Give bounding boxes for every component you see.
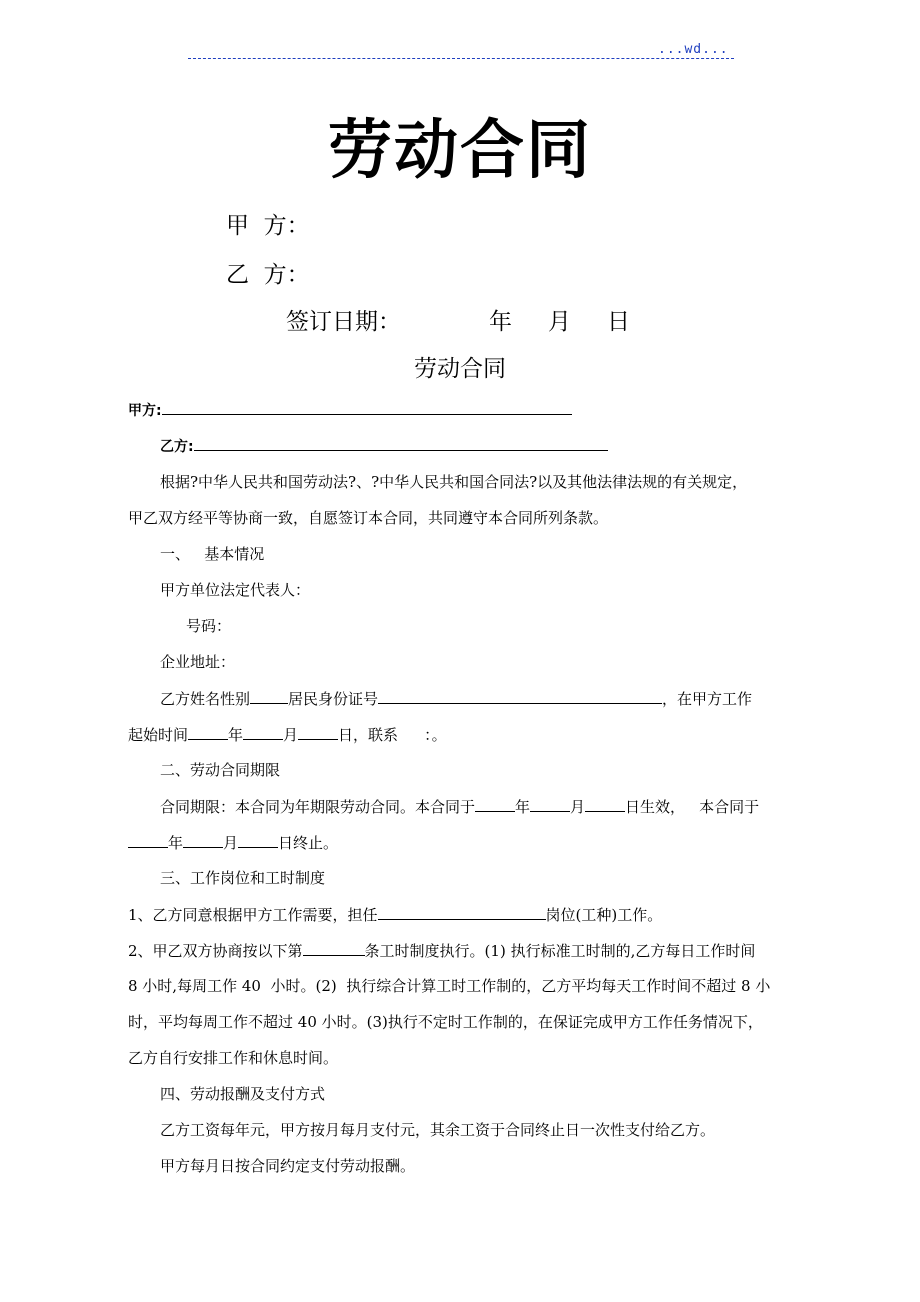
term-end-day-label: 日终止。	[278, 834, 339, 852]
section-1-heading: 一、 基本情况	[160, 545, 265, 563]
phone-number: 号码：	[186, 617, 232, 635]
work-hour-clause-blank[interactable]	[303, 940, 365, 956]
term-end-year-blank[interactable]	[128, 832, 168, 848]
item-1-suffix: 岗位(工种)工作。	[545, 906, 663, 924]
b-name-text: 乙方姓名性别	[160, 690, 251, 708]
item-2-line-3: 时，平均每周工作不超过 40 小时。(3)执行不定时工作制的，在保证完成甲方工作任务情况下，	[128, 1013, 763, 1031]
item-2-text: 2、甲乙双方协商按以下第	[128, 942, 303, 960]
start-end-punct: ：。	[424, 726, 447, 744]
item-2-rest: 条工时制度执行。(1) 执行标准工时制的,乙方每日工作时间	[364, 942, 756, 960]
start-day-label: 日，联系	[338, 726, 399, 744]
cover-title: 劳动合同	[328, 114, 592, 188]
party-a-label: 甲方:	[128, 403, 162, 419]
legal-representative: 甲方单位法定代表人：	[160, 581, 311, 599]
section-4-heading: 四、劳动报酬及支付方式	[160, 1085, 326, 1103]
id-label: 居民身份证号	[288, 690, 379, 708]
start-label: 起始时间	[128, 726, 189, 744]
payment-line-2: 甲方每月日按合同约定支付劳动报酬。	[160, 1157, 416, 1175]
term-line-2	[128, 832, 338, 853]
document-title: 劳动合同	[414, 356, 506, 382]
item-2-line-4: 乙方自行安排工作和休息时间。	[128, 1049, 339, 1067]
party-b-field	[160, 436, 608, 456]
item-2-line-1	[128, 940, 755, 961]
start-year-label: 年	[228, 726, 244, 744]
sign-date-label: 签订日期：	[286, 309, 401, 335]
party-a-field	[128, 400, 572, 420]
id-number-blank[interactable]	[378, 688, 662, 704]
sign-date-year: 年	[489, 309, 512, 335]
cover-party-b: 乙 方：	[226, 262, 310, 288]
term-month-label: 月	[570, 798, 586, 816]
position-blank[interactable]	[378, 904, 546, 920]
item-1-text: 1、乙方同意根据甲方工作需要，担任	[128, 906, 378, 924]
start-month-blank[interactable]	[243, 724, 283, 740]
party-b-blank[interactable]	[194, 438, 608, 451]
gender-blank[interactable]	[250, 688, 288, 704]
term-day-blank[interactable]	[585, 796, 625, 812]
header-dashed-rule	[188, 58, 734, 59]
term-end-text: 本合同于	[699, 798, 760, 816]
term-end-month-blank[interactable]	[183, 832, 223, 848]
term-end-year-label: 年	[168, 834, 184, 852]
term-year-blank[interactable]	[475, 796, 515, 812]
header-mark: ...wd...	[658, 42, 729, 57]
party-b-identity-line	[160, 688, 752, 709]
start-day-blank[interactable]	[298, 724, 338, 740]
cover-party-a: 甲 方：	[226, 213, 310, 239]
intro-line-2: 甲乙双方经平等协商一致，自愿签订本合同，共同遵守本合同所列条款。	[128, 509, 609, 527]
sign-date-day: 日	[607, 309, 630, 335]
cover-sign-date	[286, 303, 630, 336]
term-text: 合同期限：本合同为年期限劳动合同。本合同于	[160, 798, 476, 816]
term-end-day-blank[interactable]	[238, 832, 278, 848]
item-2-line-2: 8 小时,每周工作 40 小时。(2) 执行综合计算工时工作制的，乙方平均每天工作时间不超过 8 小	[128, 977, 771, 995]
party-b-label: 乙方:	[160, 439, 194, 455]
party-a-blank[interactable]	[162, 402, 572, 415]
term-day-label: 日生效，	[625, 798, 686, 816]
work-at-text: ，在甲方工作	[662, 690, 753, 708]
sign-date-month: 月	[548, 309, 571, 335]
start-year-blank[interactable]	[188, 724, 228, 740]
payment-line-1: 乙方工资每年元，甲方按月每月支付元，其余工资于合同终止日一次性支付给乙方。	[160, 1121, 716, 1139]
term-end-month-label: 月	[223, 834, 239, 852]
start-time-line	[128, 724, 447, 745]
term-line-1	[160, 796, 759, 817]
section-3-heading: 三、工作岗位和工时制度	[160, 869, 326, 887]
term-year-label: 年	[515, 798, 531, 816]
intro-line-1: 根据?中华人民共和国劳动法?、?中华人民共和国合同法?以及其他法律法规的有关规定，	[160, 473, 748, 491]
company-address: 企业地址：	[160, 653, 236, 671]
start-month-label: 月	[283, 726, 299, 744]
term-month-blank[interactable]	[530, 796, 570, 812]
item-1	[128, 904, 662, 925]
section-2-heading: 二、劳动合同期限	[160, 761, 281, 779]
